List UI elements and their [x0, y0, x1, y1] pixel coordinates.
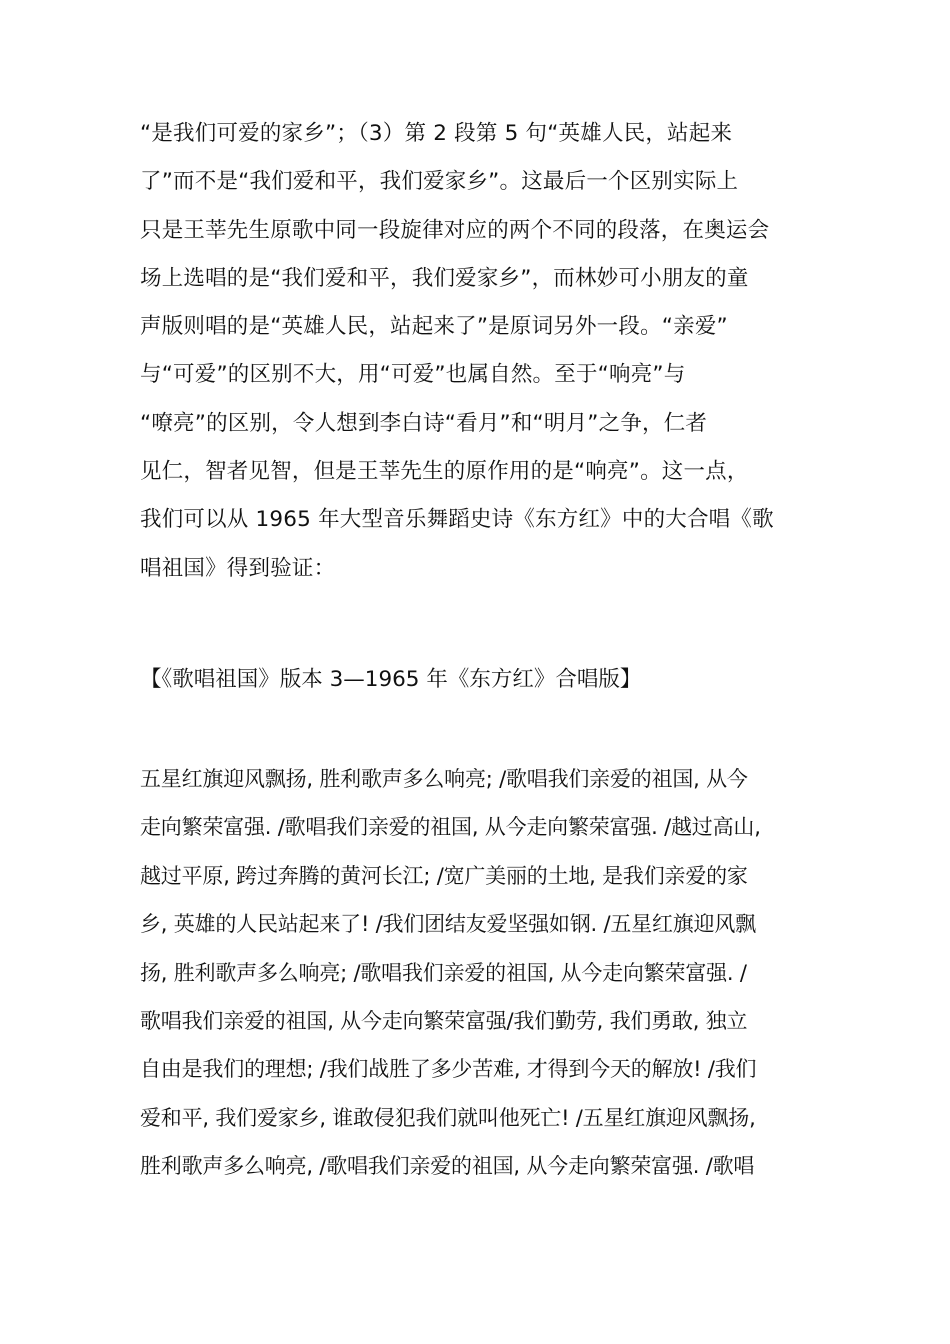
lyrics-line: 五星红旗迎风飘扬, 胜利歌声多么响亮; /歌唱我们亲爱的祖国, 从今 [140, 767, 748, 791]
paragraph-line: 唱祖国》得到验证： [140, 555, 336, 581]
lyrics-line: 扬, 胜利歌声多么响亮; /歌唱我们亲爱的祖国, 从今走向繁荣富强. / [140, 960, 747, 985]
paragraph-line: 声版则唱的是“英雄人民，站起来了”是原词另外一段。“亲爱” [140, 314, 728, 340]
paragraph-line: 见仁，智者见智，但是王莘先生的原作用的是“响亮”。这一点， [140, 459, 749, 485]
paragraph-line: 只是王莘先生原歌中同一段旋律对应的两个不同的段落，在奥运会 [140, 217, 770, 243]
lyrics-line: 歌唱我们亲爱的祖国, 从今走向繁荣富强/我们勤劳, 我们勇敢, 独立 [140, 1008, 748, 1033]
paragraph-line: “嘹亮”的区别，令人想到李白诗“看月”和“明月”之争，仁者 [140, 410, 708, 436]
lyrics-line: 爱和平, 我们爱家乡, 谁敢侵犯我们就叫他死亡! /五星红旗迎风飘扬, [140, 1105, 756, 1130]
lyrics-line: 胜利歌声多么响亮, /歌唱我们亲爱的祖国, 从今走向繁荣富强. /歌唱 [140, 1154, 755, 1179]
paragraph-line: “是我们可爱的家乡”；（3）第 2 段第 5 句“英雄人民，站起来 [140, 121, 733, 146]
paragraph-line: 场上选唱的是“我们爱和平，我们爱家乡”，而林妙可小朋友的童 [140, 265, 749, 291]
paragraph-line: 我们可以从 1965 年大型音乐舞蹈史诗《东方红》中的大合唱《歌 [140, 507, 774, 533]
lyrics-line: 乡, 英雄的人民站起来了! /我们团结友爱坚强如钢. /五星红旗迎风飘 [140, 912, 756, 937]
paragraph-line: 了”而不是“我们爱和平，我们爱家乡”。这最后一个区别实际上 [140, 169, 739, 195]
lyrics-line: 自由是我们的理想; /我们战胜了多少苦难, 才得到今天的解放! /我们 [140, 1057, 757, 1082]
intro-paragraph [140, 110, 820, 593]
lyrics-line: 越过平原, 跨过奔腾的黄河长江; /宽广美丽的土地, 是我们亲爱的家 [140, 863, 748, 888]
section-heading: 【《歌唱祖国》版本 3—1965 年《东方红》合唱版】 [140, 667, 642, 692]
paragraph-line: 与“可爱”的区别不大，用“可爱”也属自然。至于“响亮”与 [140, 362, 686, 388]
lyrics-paragraph [140, 755, 820, 1191]
lyrics-line: 走向繁荣富强. /歌唱我们亲爱的祖国, 从今走向繁荣富强. /越过高山, [140, 815, 761, 840]
